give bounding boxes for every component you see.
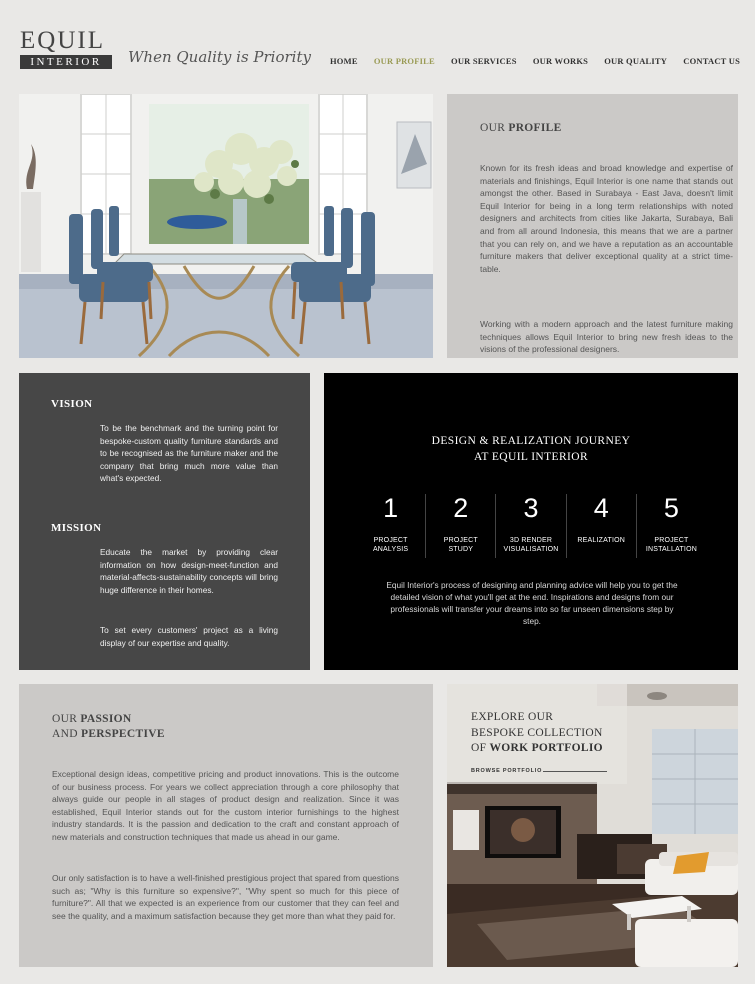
dining-room-photo xyxy=(19,94,433,358)
passion-paragraph-1: Exceptional design ideas, competitive pricing and product innovations. This is the outcome of our business process. For years we collect appreciation through a core philosophy that always guide our people in all stages of product design and realization. Since it was established, Equil Interior stands out for the custom interior furnishings to the highest industry standards. It is the passion and dedication to the craft and constant approach of new materials and construction techniques that made us ahead in our game. xyxy=(52,769,399,842)
profile-section xyxy=(447,94,738,358)
journey-title: DESIGN & REALIZATION JOURNEY AT EQUIL INTERIOR xyxy=(431,435,631,463)
mission-text-2: To set every customers' project as a living display of our expertise and quality. xyxy=(100,625,278,648)
passion-section xyxy=(19,684,433,967)
logo-subtitle: INTERIOR xyxy=(20,55,112,69)
nav-home[interactable]: HOME xyxy=(330,56,358,66)
journey-step xyxy=(425,494,495,558)
nav-our-works[interactable]: OUR WORKS xyxy=(532,56,589,66)
step-number: 2 xyxy=(453,493,469,523)
step-label: PROJECT STUDY xyxy=(443,537,478,553)
step-number: 4 xyxy=(593,493,609,523)
journey-step xyxy=(566,494,636,558)
mission-text-1: Educate the market by providing clear information on how design-meet-function and material-affects-sustainability concepts will bring huge difference in their homes. xyxy=(100,547,278,595)
journey-step xyxy=(356,494,425,558)
step-number: 1 xyxy=(383,493,399,523)
step-number: 3 xyxy=(523,493,539,523)
vision-heading: VISION xyxy=(51,398,93,410)
journey-description: Equil Interior's process of designing and planning advice will help you to get the detailed vision of what you'll get at the end. Inspirations and designs from our professionals will transfer your dreams into so far unseen dimensions step by step. xyxy=(386,580,678,626)
nav-contact-us[interactable]: CONTACT US xyxy=(683,56,740,66)
vision-mission-section xyxy=(19,373,310,670)
journey-step xyxy=(636,494,706,558)
step-label: REALIZATION xyxy=(577,537,625,544)
nav-our-services[interactable]: OUR SERVICES xyxy=(451,56,517,66)
vision-text: To be the benchmark and the turning point for bespoke-custom quality furniture standards and to be recognised as the furniture maker and the company that bring much more value than what's expected. xyxy=(100,423,278,483)
journey-section xyxy=(324,373,738,670)
nav-our-quality[interactable]: OUR QUALITY xyxy=(604,56,668,66)
nav-our-profile[interactable]: OUR PROFILE xyxy=(373,56,435,66)
step-label: PROJECT INSTALLATION xyxy=(645,537,697,553)
logo-wordmark: EQUIL xyxy=(20,27,105,54)
portfolio-promo[interactable] xyxy=(447,684,738,967)
step-label: PROJECT ANALYSIS xyxy=(372,537,409,553)
mission-heading: MISSION xyxy=(51,522,102,534)
profile-paragraph-1: Known for its fresh ideas and broad knowledge and expertise of materials and finishings, Equil Interior is one name that stands out amongst the other. Based in Surabaya - East Java, doesn't limit Equil Interior for being in a long term relationships with noted designers and architects from cities like Jakarta, Surabaya, Bali and from all around Indonesia, this means that we are a partner that you can rely on, and we have a reputation as an accountable furniture makers that deliver exceptional quality at a strict time-table. xyxy=(480,163,733,274)
passion-heading: OUR PASSION AND PERSPECTIVE xyxy=(52,713,165,740)
browse-portfolio-underline xyxy=(543,771,607,772)
logo[interactable] xyxy=(20,27,112,69)
tagline: When Quality is Priority xyxy=(128,48,311,66)
passion-paragraph-2: Our only satisfaction is to have a well-finished prestigious project that spared from questions such as; "Why is this furniture so expensive?", "Why spent so much for this piece of furniture?". All that we expected is an experience from our customer that they can feel and see the quality, and a maximum satisfaction because they get more than what they paid for. xyxy=(52,873,399,921)
main-nav xyxy=(330,56,740,66)
portfolio-heading: EXPLORE OUR BESPOKE COLLECTION OF WORK PORTFOLIO xyxy=(471,711,603,754)
journey-steps xyxy=(356,494,706,558)
step-label: 3D RENDER VISUALISATION xyxy=(503,537,559,553)
step-number: 5 xyxy=(663,493,679,523)
profile-paragraph-2: Working with a modern approach and the latest furniture making techniques allows Equil Interior to bring new fresh ideas to the visions of the professional designers. xyxy=(480,319,733,355)
profile-heading: OUR PROFILE xyxy=(480,122,562,134)
journey-step xyxy=(495,494,565,558)
browse-portfolio-link[interactable]: BROWSE PORTFOLIO xyxy=(471,768,543,774)
